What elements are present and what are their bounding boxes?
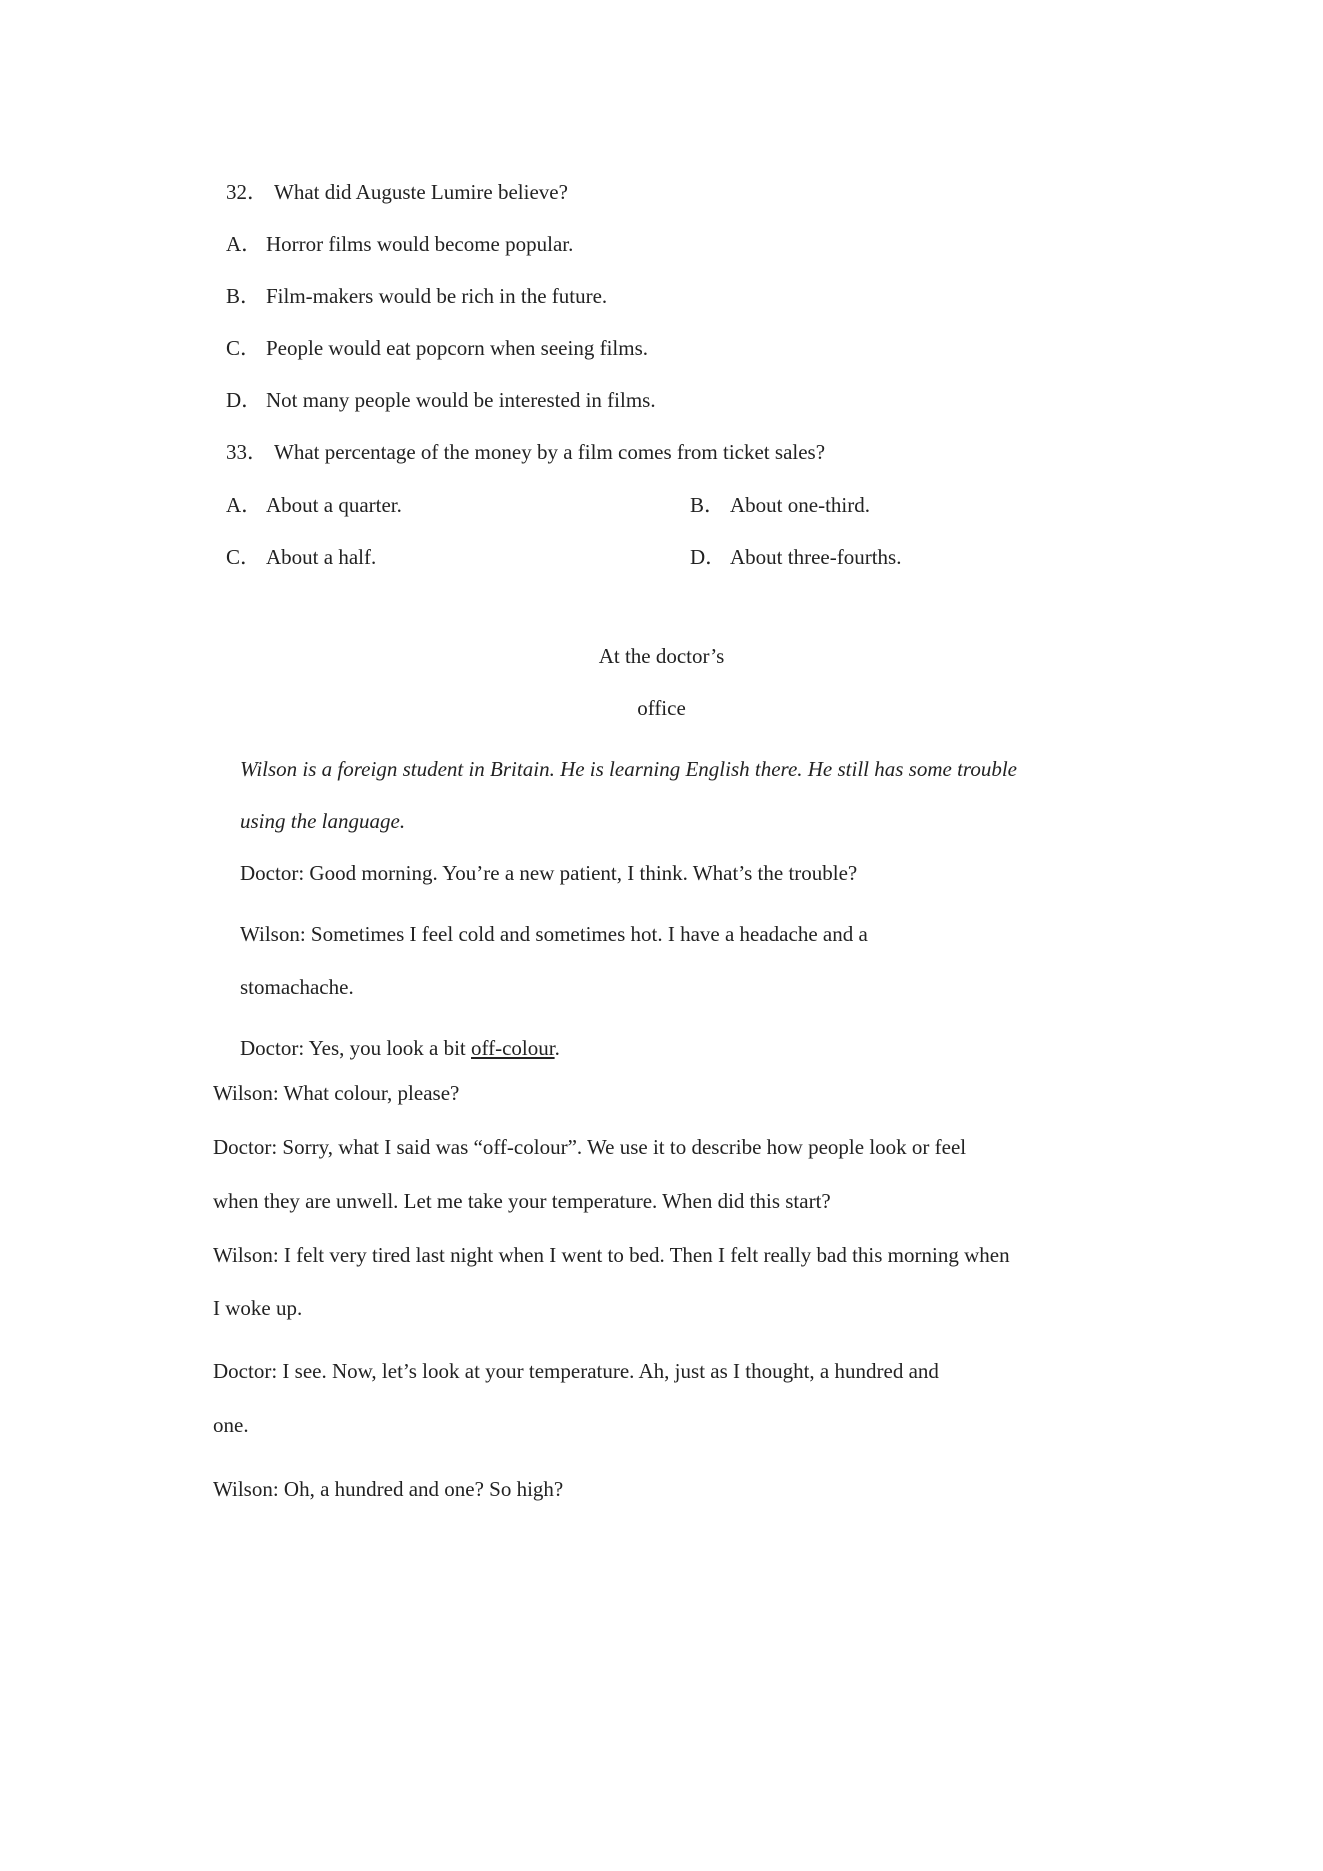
question-33 [226, 439, 825, 465]
option-text: About three-fourths. [730, 545, 902, 569]
question-text: What did Auguste Lumire believe? [274, 180, 568, 204]
option-letter: C． [226, 545, 262, 569]
option-letter: B． [690, 493, 726, 517]
q32-option-c [226, 335, 648, 361]
option-letter: D． [690, 545, 727, 569]
option-text: Horror films would become popular. [266, 232, 574, 256]
passage-intro-line1: Wilson is a foreign student in Britain. He is learning English there. He still has some trouble [240, 757, 1017, 781]
q32-option-d [226, 387, 656, 413]
question-text: What percentage of the money by a film comes from ticket sales? [274, 440, 826, 464]
dialogue-line: Wilson: What colour, please? [213, 1081, 460, 1105]
option-text: Film-makers would be rich in the future. [266, 284, 608, 308]
q33-option-a [226, 492, 402, 518]
passage-title-line2: office [637, 696, 686, 720]
option-text: Not many people would be interested in films. [266, 388, 656, 412]
q33-option-d [690, 544, 901, 570]
dialogue-line: Wilson: I felt very tired last night when I went to bed. Then I felt really bad this morning when [213, 1243, 1010, 1267]
dialogue-line-offcolour [240, 1035, 560, 1061]
dialogue-line: I woke up. [213, 1296, 303, 1320]
option-letter: C． [226, 336, 262, 360]
question-number: 32． [226, 180, 268, 204]
option-letter: A． [226, 493, 263, 517]
dialogue-line: stomachache. [240, 975, 354, 999]
option-letter: A． [226, 232, 263, 256]
dialogue-line: Doctor: I see. Now, let’s look at your temperature. Ah, just as I thought, a hundred and [213, 1359, 939, 1383]
underlined-term: off-colour [471, 1036, 555, 1060]
option-text: About one-third. [730, 493, 870, 517]
dialogue-line: Wilson: Sometimes I feel cold and sometimes hot. I have a headache and a [240, 922, 868, 946]
dialogue-line: Wilson: Oh, a hundred and one? So high? [213, 1477, 564, 1501]
option-text: About a quarter. [266, 493, 402, 517]
dialogue-text: . [554, 1036, 560, 1060]
question-number: 33． [226, 440, 268, 464]
dialogue-text: Doctor: Yes, you look a bit [240, 1036, 471, 1060]
q32-option-b [226, 283, 607, 309]
dialogue-line: one. [213, 1413, 249, 1437]
passage-intro-line2: using the language. [240, 809, 406, 833]
option-letter: D． [226, 388, 263, 412]
question-32 [226, 179, 568, 205]
q33-option-b [690, 492, 870, 518]
dialogue-line: Doctor: Sorry, what I said was “off-colour”. We use it to describe how people look or feel [213, 1135, 967, 1159]
q32-option-a [226, 231, 573, 257]
q33-option-c [226, 544, 376, 570]
option-text: People would eat popcorn when seeing films. [266, 336, 648, 360]
dialogue-line: when they are unwell. Let me take your temperature. When did this start? [213, 1189, 831, 1213]
option-letter: B． [226, 284, 262, 308]
passage-title-line1: At the doctor’s [598, 644, 725, 668]
option-text: About a half. [266, 545, 377, 569]
dialogue-line: Doctor: Good morning. You’re a new patient, I think. What’s the trouble? [240, 861, 858, 885]
